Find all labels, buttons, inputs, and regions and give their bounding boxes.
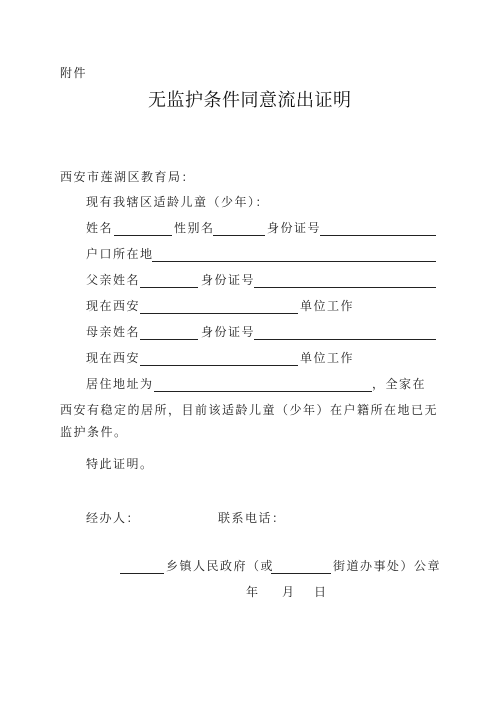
father-name-field[interactable] bbox=[140, 287, 198, 288]
child-id-label: 身份证号 bbox=[267, 221, 322, 235]
certify-line: 特此证明。 bbox=[86, 457, 154, 471]
mother-work-label: 单位工作 bbox=[300, 351, 355, 365]
name-label: 姓名 bbox=[86, 221, 114, 235]
residence-label: 居住地址为 bbox=[86, 377, 154, 391]
gender-label: 性别名 bbox=[174, 221, 215, 235]
mother-name-label: 母亲姓名 bbox=[86, 325, 141, 339]
street-field[interactable] bbox=[271, 573, 331, 574]
mother-id-label: 身份证号 bbox=[201, 325, 256, 339]
intro-line: 现有我辖区适龄儿童（少年）： bbox=[86, 195, 270, 209]
date-year: 年 bbox=[246, 585, 260, 599]
seal-street: 街道办事处）公章 bbox=[333, 559, 442, 573]
name-field[interactable] bbox=[114, 235, 172, 236]
mother-name-field[interactable] bbox=[140, 339, 198, 340]
father-id-field[interactable] bbox=[254, 287, 436, 288]
residence-field[interactable] bbox=[154, 391, 372, 392]
father-work-label: 单位工作 bbox=[300, 299, 355, 313]
mother-xian-label: 现在西安 bbox=[86, 351, 141, 365]
child-id-field[interactable] bbox=[320, 235, 436, 236]
handler-label: 经办人： bbox=[86, 511, 141, 525]
seal-township: 乡镇人民政府（或 bbox=[166, 559, 275, 573]
date-day: 日 bbox=[314, 585, 328, 599]
residence-tail: ，全家在 bbox=[372, 377, 427, 391]
hukou-field[interactable] bbox=[152, 261, 436, 262]
mother-work-field[interactable] bbox=[140, 365, 298, 366]
father-name-label: 父亲姓名 bbox=[86, 273, 141, 287]
father-work-field[interactable] bbox=[140, 313, 298, 314]
mother-id-field[interactable] bbox=[254, 339, 436, 340]
father-xian-label: 现在西安 bbox=[86, 299, 141, 313]
father-id-label: 身份证号 bbox=[201, 273, 256, 287]
phone-label: 联系电话： bbox=[218, 511, 286, 525]
hukou-label: 户口所在地 bbox=[86, 247, 154, 261]
addressee: 西安市莲湖区教育局： bbox=[60, 170, 196, 184]
township-field[interactable] bbox=[120, 573, 164, 574]
residence-paragraph: 西安有稳定的居所，目前该适龄儿童（少年）在户籍所在地已无监护条件。 bbox=[60, 403, 439, 439]
gender-field[interactable] bbox=[213, 235, 265, 236]
document-title: 无监护条件同意流出证明 bbox=[148, 90, 352, 111]
date-month: 月 bbox=[282, 585, 296, 599]
attachment-label: 附件 bbox=[60, 66, 88, 80]
